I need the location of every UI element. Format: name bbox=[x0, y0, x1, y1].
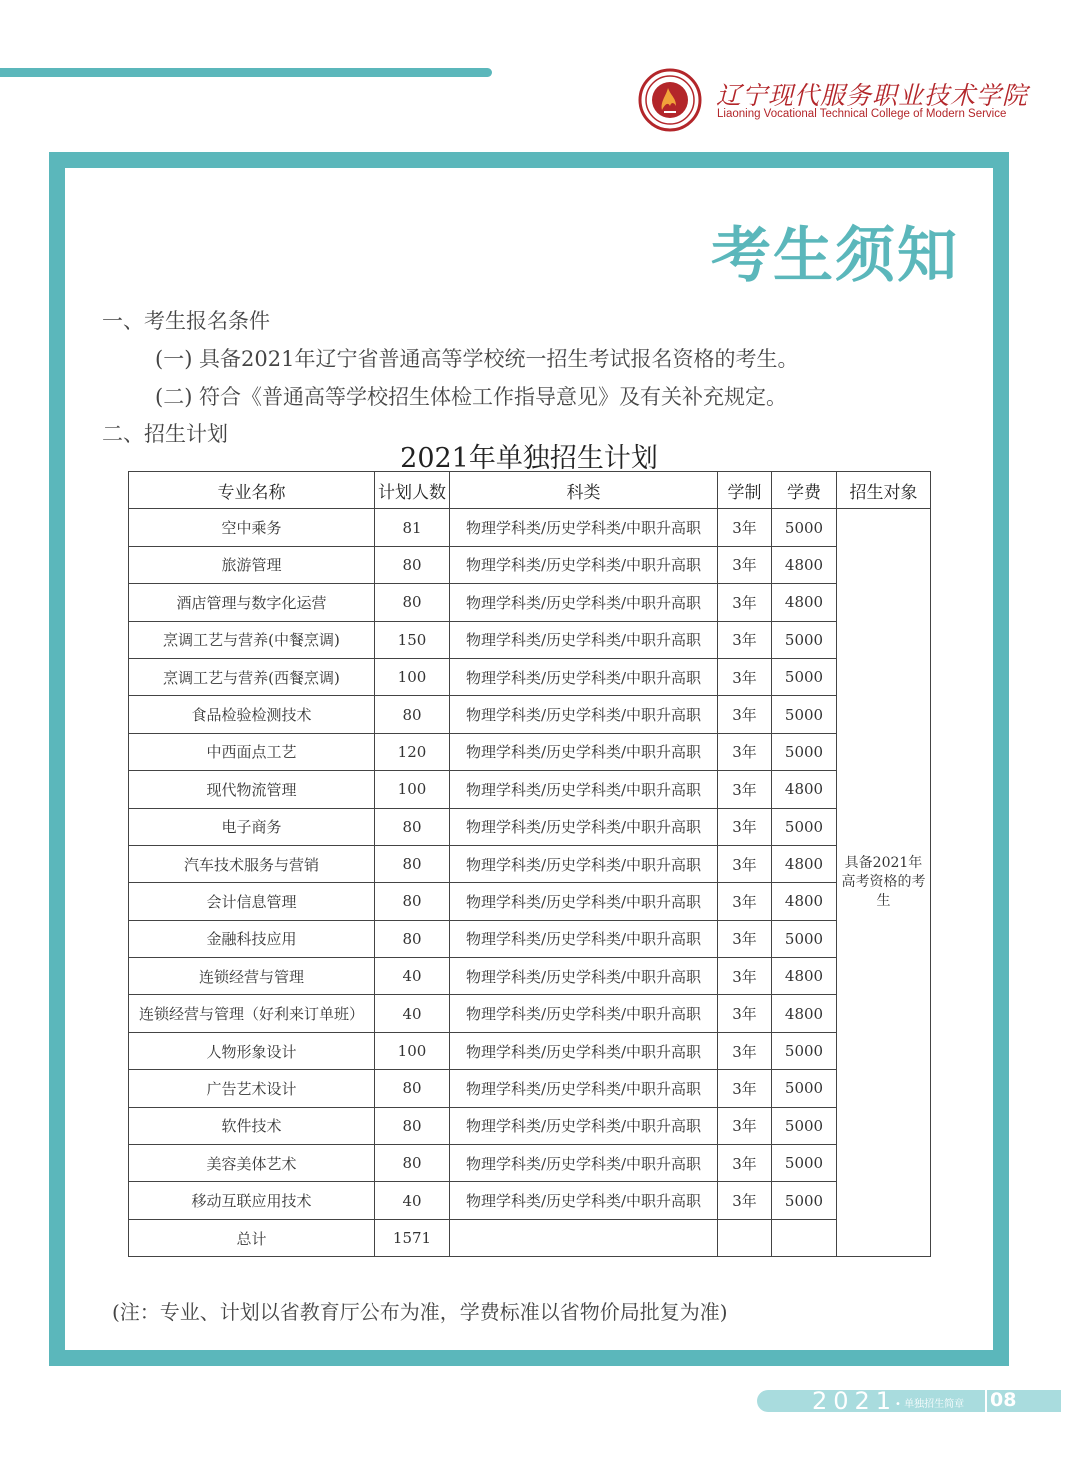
table-header-row bbox=[129, 472, 931, 509]
college-name-cn: 辽宁现代服务职业技术学院 bbox=[716, 81, 1029, 110]
table-row bbox=[129, 995, 931, 1032]
cell-category: 物理学科类/历史学科类/中职升高职 bbox=[450, 658, 718, 695]
table-row bbox=[129, 958, 931, 995]
table-row bbox=[129, 1182, 931, 1219]
cell-tuition: 5000 bbox=[772, 1182, 837, 1219]
table-total-row bbox=[129, 1219, 931, 1256]
table-row bbox=[129, 920, 931, 957]
cell-tuition: 5000 bbox=[772, 621, 837, 658]
page-title: 考生须知 bbox=[711, 221, 959, 291]
header-category: 科类 bbox=[450, 472, 718, 509]
cell-empty-duration bbox=[718, 1219, 772, 1256]
cell-tuition: 5000 bbox=[772, 1032, 837, 1069]
cell-duration: 3年 bbox=[718, 808, 772, 845]
cell-major: 会计信息管理 bbox=[129, 883, 375, 920]
header-tuition: 学费 bbox=[772, 472, 837, 509]
cell-major: 中西面点工艺 bbox=[129, 733, 375, 770]
cell-category: 物理学科类/历史学科类/中职升高职 bbox=[450, 845, 718, 882]
table-row bbox=[129, 1032, 931, 1069]
cell-major: 烹调工艺与营养(西餐烹调) bbox=[129, 658, 375, 695]
cell-major: 烹调工艺与营养(中餐烹调) bbox=[129, 621, 375, 658]
cell-category: 物理学科类/历史学科类/中职升高职 bbox=[450, 883, 718, 920]
cell-quota: 100 bbox=[375, 771, 450, 808]
cell-major: 旅游管理 bbox=[129, 546, 375, 583]
enrollment-plan-table bbox=[128, 471, 931, 1257]
header-target: 招生对象 bbox=[837, 472, 931, 509]
page-number: 08 bbox=[985, 1388, 1016, 1412]
cell-major: 酒店管理与数字化运营 bbox=[129, 584, 375, 621]
cell-duration: 3年 bbox=[718, 995, 772, 1032]
cell-quota: 80 bbox=[375, 546, 450, 583]
section2-heading: 二、招生计划 bbox=[102, 422, 228, 446]
cell-quota: 80 bbox=[375, 920, 450, 957]
header-quota: 计划人数 bbox=[375, 472, 450, 509]
cell-tuition: 5000 bbox=[772, 658, 837, 695]
cell-duration: 3年 bbox=[718, 696, 772, 733]
cell-duration: 3年 bbox=[718, 845, 772, 882]
table-row bbox=[129, 1107, 931, 1144]
cell-tuition: 4800 bbox=[772, 845, 837, 882]
cell-category: 物理学科类/历史学科类/中职升高职 bbox=[450, 509, 718, 546]
cell-target: 具备2021年高考资格的考生 bbox=[837, 509, 931, 1257]
cell-major: 广告艺术设计 bbox=[129, 1070, 375, 1107]
cell-tuition: 5000 bbox=[772, 1107, 837, 1144]
cell-major: 食品检验检测技术 bbox=[129, 696, 375, 733]
cell-total-label: 总计 bbox=[129, 1219, 375, 1256]
cell-quota: 81 bbox=[375, 509, 450, 546]
table-row bbox=[129, 546, 931, 583]
cell-major: 美容美体艺术 bbox=[129, 1145, 375, 1182]
cell-category: 物理学科类/历史学科类/中职升高职 bbox=[450, 1070, 718, 1107]
cell-tuition: 4800 bbox=[772, 771, 837, 808]
cell-duration: 3年 bbox=[718, 1145, 772, 1182]
footer-label: • 单独招生简章 bbox=[895, 1399, 965, 1410]
cell-duration: 3年 bbox=[718, 546, 772, 583]
cell-duration: 3年 bbox=[718, 883, 772, 920]
cell-quota: 80 bbox=[375, 883, 450, 920]
cell-tuition: 5000 bbox=[772, 920, 837, 957]
cell-major: 汽车技术服务与营销 bbox=[129, 845, 375, 882]
table-row bbox=[129, 584, 931, 621]
cell-tuition: 4800 bbox=[772, 546, 837, 583]
table-note: (注：专业、计划以省教育厅公布为准，学费标准以省物价局批复为准) bbox=[112, 1300, 728, 1324]
plan-table-title: 2021年单独招生计划 bbox=[400, 443, 658, 474]
table-row bbox=[129, 845, 931, 882]
college-logo bbox=[638, 68, 1029, 134]
table-row bbox=[129, 771, 931, 808]
table-row bbox=[129, 1145, 931, 1182]
table-row bbox=[129, 808, 931, 845]
cell-quota: 80 bbox=[375, 584, 450, 621]
table-row bbox=[129, 1070, 931, 1107]
cell-quota: 80 bbox=[375, 845, 450, 882]
cell-duration: 3年 bbox=[718, 509, 772, 546]
cell-major: 软件技术 bbox=[129, 1107, 375, 1144]
content-frame bbox=[49, 152, 1009, 1366]
cell-quota: 100 bbox=[375, 658, 450, 695]
cell-empty-tuition bbox=[772, 1219, 837, 1256]
footer-year: 2021 bbox=[812, 1387, 898, 1415]
cell-major: 连锁经营与管理（好利来订单班） bbox=[129, 995, 375, 1032]
cell-major: 人物形象设计 bbox=[129, 1032, 375, 1069]
cell-major: 连锁经营与管理 bbox=[129, 958, 375, 995]
cell-category: 物理学科类/历史学科类/中职升高职 bbox=[450, 733, 718, 770]
cell-duration: 3年 bbox=[718, 1070, 772, 1107]
cell-duration: 3年 bbox=[718, 920, 772, 957]
cell-quota: 100 bbox=[375, 1032, 450, 1069]
cell-tuition: 4800 bbox=[772, 958, 837, 995]
cell-tuition: 4800 bbox=[772, 995, 837, 1032]
cell-empty-category bbox=[450, 1219, 718, 1256]
table-row bbox=[129, 621, 931, 658]
cell-category: 物理学科类/历史学科类/中职升高职 bbox=[450, 696, 718, 733]
table-row bbox=[129, 733, 931, 770]
cell-tuition: 4800 bbox=[772, 883, 837, 920]
cell-total-value: 1571 bbox=[375, 1219, 450, 1256]
cell-major: 空中乘务 bbox=[129, 509, 375, 546]
table-row bbox=[129, 696, 931, 733]
cell-major: 移动互联应用技术 bbox=[129, 1182, 375, 1219]
cell-quota: 40 bbox=[375, 995, 450, 1032]
cell-category: 物理学科类/历史学科类/中职升高职 bbox=[450, 1032, 718, 1069]
cell-duration: 3年 bbox=[718, 658, 772, 695]
header-duration: 学制 bbox=[718, 472, 772, 509]
cell-tuition: 5000 bbox=[772, 696, 837, 733]
college-name-en: Liaoning Vocational Technical College of Modern Service bbox=[717, 108, 1007, 120]
cell-duration: 3年 bbox=[718, 1182, 772, 1219]
college-seal-icon bbox=[638, 68, 702, 132]
cell-quota: 80 bbox=[375, 1145, 450, 1182]
cell-duration: 3年 bbox=[718, 733, 772, 770]
table-row bbox=[129, 509, 931, 546]
cell-category: 物理学科类/历史学科类/中职升高职 bbox=[450, 1107, 718, 1144]
table-row bbox=[129, 883, 931, 920]
cell-quota: 40 bbox=[375, 1182, 450, 1219]
section1-item1: (一) 具备2021年辽宁省普通高等学校统一招生考试报名资格的考生。 bbox=[155, 347, 799, 371]
cell-quota: 80 bbox=[375, 1107, 450, 1144]
cell-tuition: 5000 bbox=[772, 808, 837, 845]
cell-duration: 3年 bbox=[718, 584, 772, 621]
section1-heading: 一、考生报名条件 bbox=[102, 309, 270, 333]
cell-quota: 150 bbox=[375, 621, 450, 658]
cell-major: 金融科技应用 bbox=[129, 920, 375, 957]
cell-tuition: 4800 bbox=[772, 584, 837, 621]
cell-major: 现代物流管理 bbox=[129, 771, 375, 808]
cell-quota: 80 bbox=[375, 696, 450, 733]
cell-tuition: 5000 bbox=[772, 1070, 837, 1107]
cell-category: 物理学科类/历史学科类/中职升高职 bbox=[450, 546, 718, 583]
cell-category: 物理学科类/历史学科类/中职升高职 bbox=[450, 1182, 718, 1219]
cell-category: 物理学科类/历史学科类/中职升高职 bbox=[450, 958, 718, 995]
cell-category: 物理学科类/历史学科类/中职升高职 bbox=[450, 621, 718, 658]
cell-duration: 3年 bbox=[718, 771, 772, 808]
cell-duration: 3年 bbox=[718, 1032, 772, 1069]
cell-category: 物理学科类/历史学科类/中职升高职 bbox=[450, 808, 718, 845]
cell-category: 物理学科类/历史学科类/中职升高职 bbox=[450, 920, 718, 957]
cell-tuition: 5000 bbox=[772, 733, 837, 770]
top-accent-bar bbox=[0, 68, 492, 77]
cell-duration: 3年 bbox=[718, 1107, 772, 1144]
cell-major: 电子商务 bbox=[129, 808, 375, 845]
cell-category: 物理学科类/历史学科类/中职升高职 bbox=[450, 1145, 718, 1182]
cell-quota: 80 bbox=[375, 808, 450, 845]
cell-quota: 120 bbox=[375, 733, 450, 770]
cell-tuition: 5000 bbox=[772, 509, 837, 546]
cell-duration: 3年 bbox=[718, 621, 772, 658]
cell-duration: 3年 bbox=[718, 958, 772, 995]
cell-quota: 40 bbox=[375, 958, 450, 995]
cell-category: 物理学科类/历史学科类/中职升高职 bbox=[450, 584, 718, 621]
cell-category: 物理学科类/历史学科类/中职升高职 bbox=[450, 771, 718, 808]
cell-tuition: 5000 bbox=[772, 1145, 837, 1182]
section1-item2: (二) 符合《普通高等学校招生体检工作指导意见》及有关补充规定。 bbox=[155, 385, 788, 409]
cell-quota: 80 bbox=[375, 1070, 450, 1107]
table-row bbox=[129, 658, 931, 695]
header-major: 专业名称 bbox=[129, 472, 375, 509]
cell-category: 物理学科类/历史学科类/中职升高职 bbox=[450, 995, 718, 1032]
